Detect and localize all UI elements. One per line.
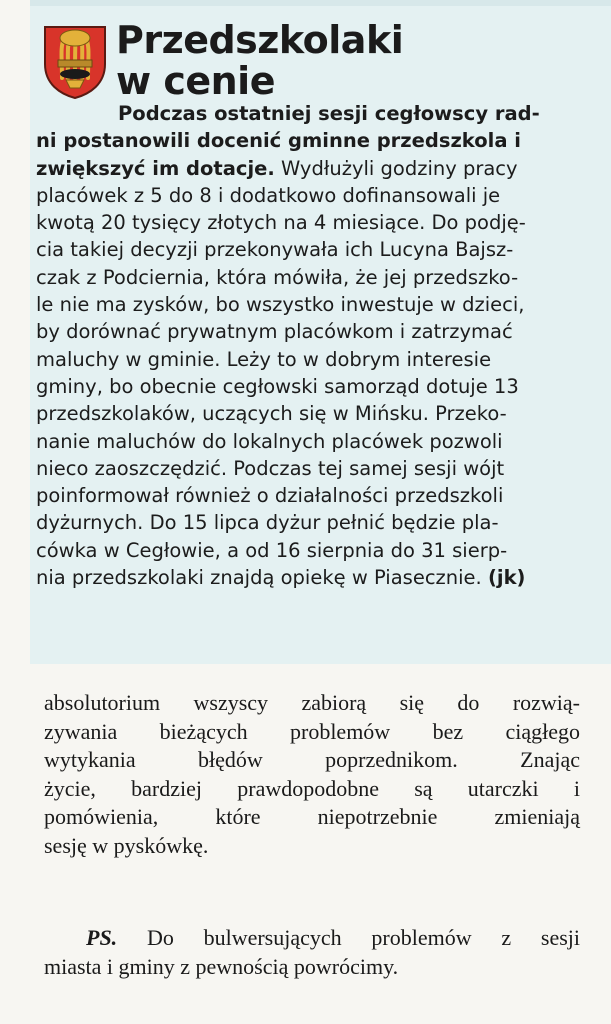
body-line: kwotą 20 tysięcy złotych na 4 miesiące. Do podję- — [36, 211, 526, 235]
body-line: maluchy w gminie. Leży to w dobrym interesie — [36, 347, 492, 371]
lede-bold-end: zwiększyć im dotacje. — [36, 156, 275, 180]
body-line: poinformował również o działalności przedszkoli — [36, 484, 504, 508]
paragraph-line: sesję w pyskówkę. — [44, 832, 209, 858]
body-text: nia przedszkolaki znajdą opiekę w Piasecznie. — [36, 566, 488, 590]
title-line-2: w cenie — [116, 59, 275, 103]
body-line: czak z Podciernia, która mówiła, że jej przedszko- — [36, 265, 519, 289]
paragraph-line: wytykania błędów poprzednikom. Znając — [44, 747, 580, 773]
body-line: cówka w Cegłowie, a od 16 sierpnia do 31 sierp- — [36, 538, 508, 562]
body-line: dyżurnych. Do 15 lipca dyżur pełnić będzie pla- — [36, 511, 499, 535]
sidebar-body — [36, 100, 584, 591]
top-strip — [30, 0, 611, 6]
postscript — [44, 924, 580, 981]
body-line: cia takiej decyzji przekonywała ich Lucyna Bajsz- — [36, 238, 514, 262]
body-line: by dorównać prywatnym placówkom i zatrzymać — [36, 320, 513, 344]
paragraph-line: pomówienia, które niepotrzebnie zmieniają — [44, 804, 580, 830]
lede-line: ni postanowili docenić gminne przedszkola i — [36, 129, 521, 153]
body-line: nanie maluchów do lokalnych placówek pozwoli — [36, 429, 503, 453]
ps-label: PS. — [86, 925, 118, 950]
lede-line: Podczas ostatniej sesji cegłowscy rad- — [118, 102, 540, 125]
sidebar-title — [116, 20, 403, 102]
lede-line — [36, 155, 584, 182]
title-line-1: Przedszkolaki — [116, 18, 404, 62]
body-line: przedszkolaków, uczących się w Mińsku. Przeko- — [36, 402, 507, 426]
paragraph-line: zywania bieżących problemów bez ciągłego — [44, 718, 580, 744]
coat-of-arms-icon — [42, 24, 108, 100]
body-text: Wydłużyli godziny pracy — [274, 156, 518, 180]
paragraph-line: życie, bardziej prawdopodobne są utarczki i — [44, 775, 580, 801]
postscript-line: miasta i gminy z pewnością powrócimy. — [44, 953, 399, 979]
paragraph-line: absolutorium wszyscy zabiorą się do rozwią- — [44, 690, 580, 715]
body-line: gminy, bo obecnie cegłowski samorząd dotuje 13 — [36, 374, 519, 398]
main-article-paragraph — [44, 689, 580, 861]
author-signature: (jk) — [487, 566, 526, 590]
body-line: placówek z 5 do 8 i dodatkowo dofinansowali je — [36, 183, 501, 207]
postscript-line — [44, 924, 580, 953]
body-line: nieco zaoszczędzić. Podczas tej samej sesji wójt — [36, 456, 505, 480]
body-line-last — [36, 564, 584, 591]
ps-text: Do bulwersujących problemów z sesji — [117, 925, 580, 950]
body-line: le nie ma zysków, bo wszystko inwestuje w dzieci, — [36, 293, 525, 317]
